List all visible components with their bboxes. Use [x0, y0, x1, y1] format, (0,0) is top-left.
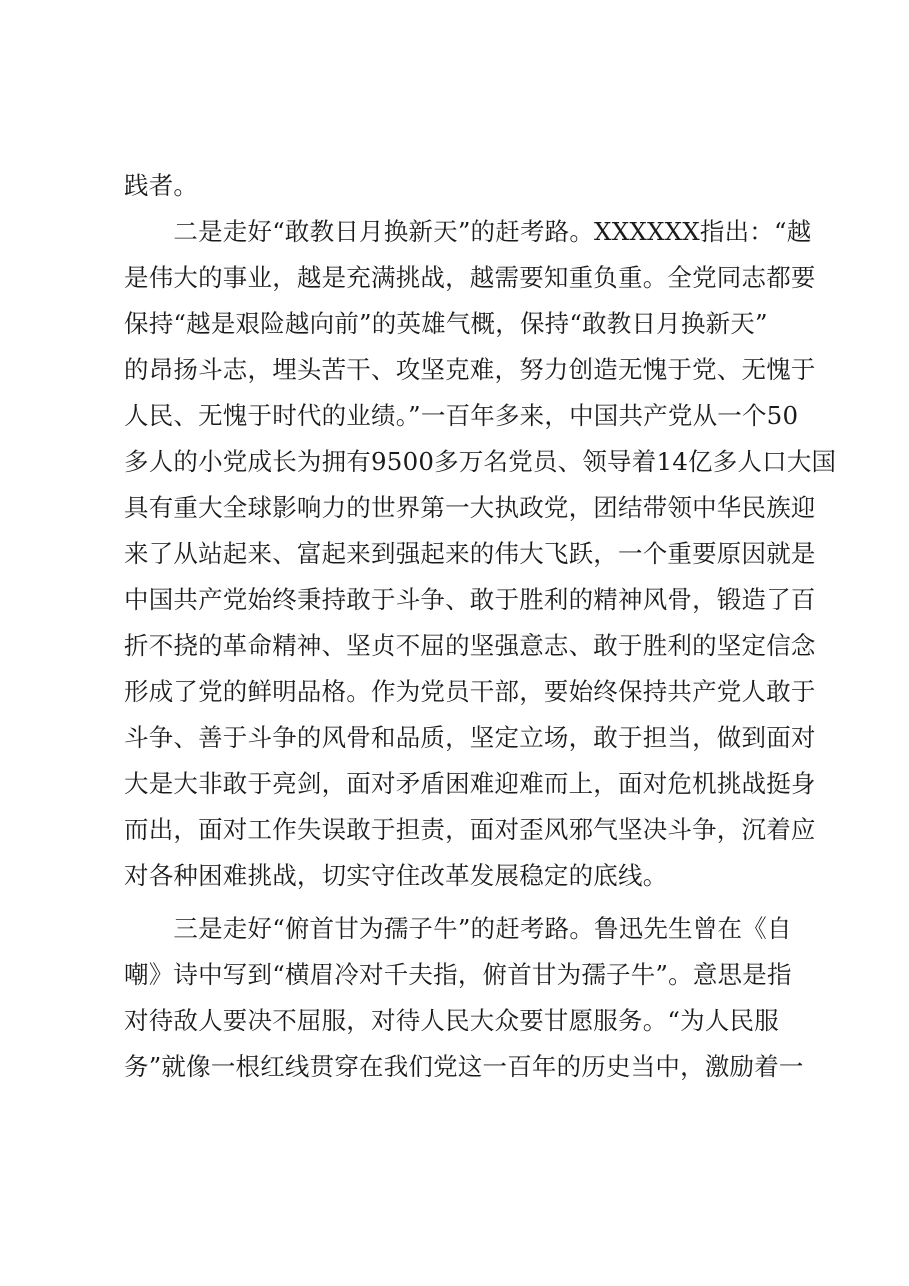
text-line: 对各种困难挑战，切实守住改革发展稳定的底线。 [124, 861, 668, 890]
text-line: 斗争、善于斗争的风骨和品质，坚定立场，敢于担当，做到面对 [124, 723, 816, 752]
text-line: 践者。 [124, 171, 199, 200]
text-line: 折不挠的革命精神、坚贞不屈的坚强意志、敢于胜利的坚定信念 [124, 631, 816, 660]
text-line: 形成了党的鲜明品格。作为党员干部，要始终保持共产党人敢于 [124, 677, 816, 706]
text-line: 而出，面对工作失误敢于担责，面对歪风邪气坚决斗争，沉着应 [124, 815, 816, 844]
text-line: 嘲》诗中写到“横眉冷对千夫指，俯首甘为孺子牛”。意思是指 [124, 960, 792, 989]
text-line: 大是大非敢于亮剑，面对矛盾困难迎难而上，面对危机挑战挺身 [124, 769, 816, 798]
text-line: 是伟大的事业，越是充满挑战，越需要知重负重。全党同志都要 [124, 263, 816, 292]
text-line: 中国共产党始终秉持敢于斗争、敢于胜利的精神风骨，锻造了百 [124, 585, 816, 614]
text-line: 对待敌人要决不屈服，对待人民大众要甘愿服务。“为人民服 [124, 1006, 779, 1035]
text-line: 人民、无愧于时代的业绩。”一百年多来，中国共产党从一个50 [124, 401, 799, 430]
body-text [124, 163, 837, 1090]
text-line: 多人的小党成长为拥有9500多万名党员、领导着14亿多人口大国 [124, 447, 837, 476]
text-line: 具有重大全球影响力的世界第一大执政党，团结带领中华民族迎 [124, 493, 816, 522]
text-line: 务”就像一根红线贯穿在我们党这一百年的历史当中，激励着一 [124, 1052, 804, 1081]
text-line: 的昂扬斗志，埋头苦干、攻坚克难，努力创造无愧于党、无愧于 [124, 355, 816, 384]
text-line: 二是走好“敢教日月换新天”的赶考路。XXXXXX指出：“越 [124, 217, 812, 246]
text-line: 保持“越是艰险越向前”的英雄气概，保持“敢教日月换新天” [124, 309, 768, 338]
text-line: 来了从站起来、富起来到强起来的伟大飞跃，一个重要原因就是 [124, 539, 816, 568]
text-line: 三是走好“俯首甘为孺子牛”的赶考路。鲁迅先生曾在《自 [124, 914, 792, 943]
